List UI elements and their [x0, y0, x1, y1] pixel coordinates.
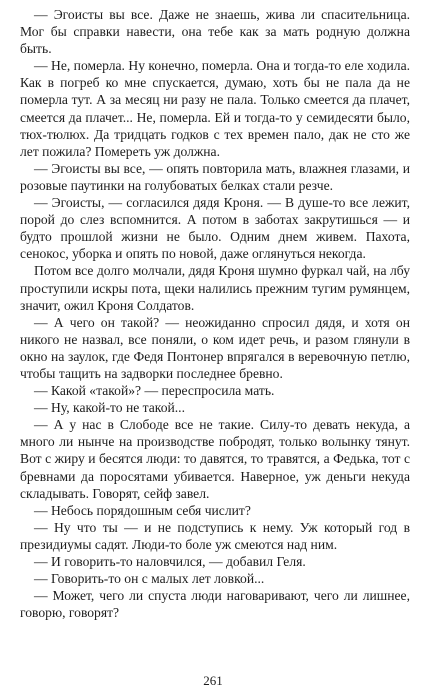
- paragraph-13: — Говорить-то он с малых лет ловкой...: [34, 571, 265, 587]
- paragraph-8: — Ну, какой-то не такой...: [34, 400, 185, 416]
- paragraph-4: — Эгоисты, — согласился дядя Кроня. — В душе-то все лежит, порой до слез вспомнится. А потом в заботах закрутишься — и будто прошлой жизни не было. Одним днем живем. Пахота, сенокос, уборка и опять по новой, даже оглянуться некогда.: [20, 195, 410, 262]
- paragraph-11: — Ну что ты — и не подступись к нему. Уж который год в президиумы садят. Люди-то боле уж смеются над ним.: [20, 519, 410, 552]
- page-number: 261: [203, 673, 223, 688]
- paragraph-14: — Может, чего ли спуста люди наговаривают, чего ли лишнее, говорю, говорят?: [20, 588, 410, 621]
- paragraph-1: — Эгоисты вы все. Даже не знаешь, жива ли спасительница. Мог бы справки навести, она тебе как за мать родную должна быть.: [20, 7, 410, 57]
- page-text-column: [20, 6, 410, 621]
- paragraph-10: — Небось порядошным себя числит?: [34, 502, 251, 518]
- paragraph-6: — А чего он такой? — неожиданно спросил дядя, и хотя он никого не назвал, все поняли, о ком идет речь, и разом глянули в окно на заулок, где Федя Понтонер впрягался в веревочную петлю, чтобы тащить на задворки последнее бревно.: [20, 314, 410, 381]
- paragraph-2: — Не, померла. Ну конечно, померла. Она и тогда-то еле ходила. Как в погреб ко мне спускается, думаю, хоть бы не пала да не померла тут. А за месяц ни разу не пала. Только смеется да плачет, смеется да плачет... Не, померла. Ей и тогда-то у семидесяти было, тюх-тюлюх. Да тридцать годков с тех времен пало, дак не сто же лет пожила? Помереть уж должна.: [20, 58, 410, 159]
- paragraph-3: — Эгоисты вы все, — опять повторила мать, влажнея глазами, и розовые паутинки на голубоватых белках стали резче.: [20, 160, 410, 193]
- paragraph-7: — Какой «такой»? — переспросила мать.: [34, 383, 275, 399]
- paragraph-9: — А у нас в Слободе все не такие. Силу-то девать некуда, а много ли нынче на производстве побродят, только волынку тянут. Вот с жиру и бесятся люди: то давятся, то травятся, а Федька, тот с бревнами да поросятами убивается. Наверное, уж деньги некуда складывать. Говорят, сейф завел.: [20, 417, 410, 501]
- paragraph-12: — И говорить-то наловчился, — добавил Геля.: [34, 554, 306, 569]
- paragraph-5: Потом все долго молчали, дядя Кроня шумно фуркал чай, на лбу проступили искры пота, щеки налились прежним тугим румянцем, значит, ожил Кроня Солдатов.: [20, 263, 410, 313]
